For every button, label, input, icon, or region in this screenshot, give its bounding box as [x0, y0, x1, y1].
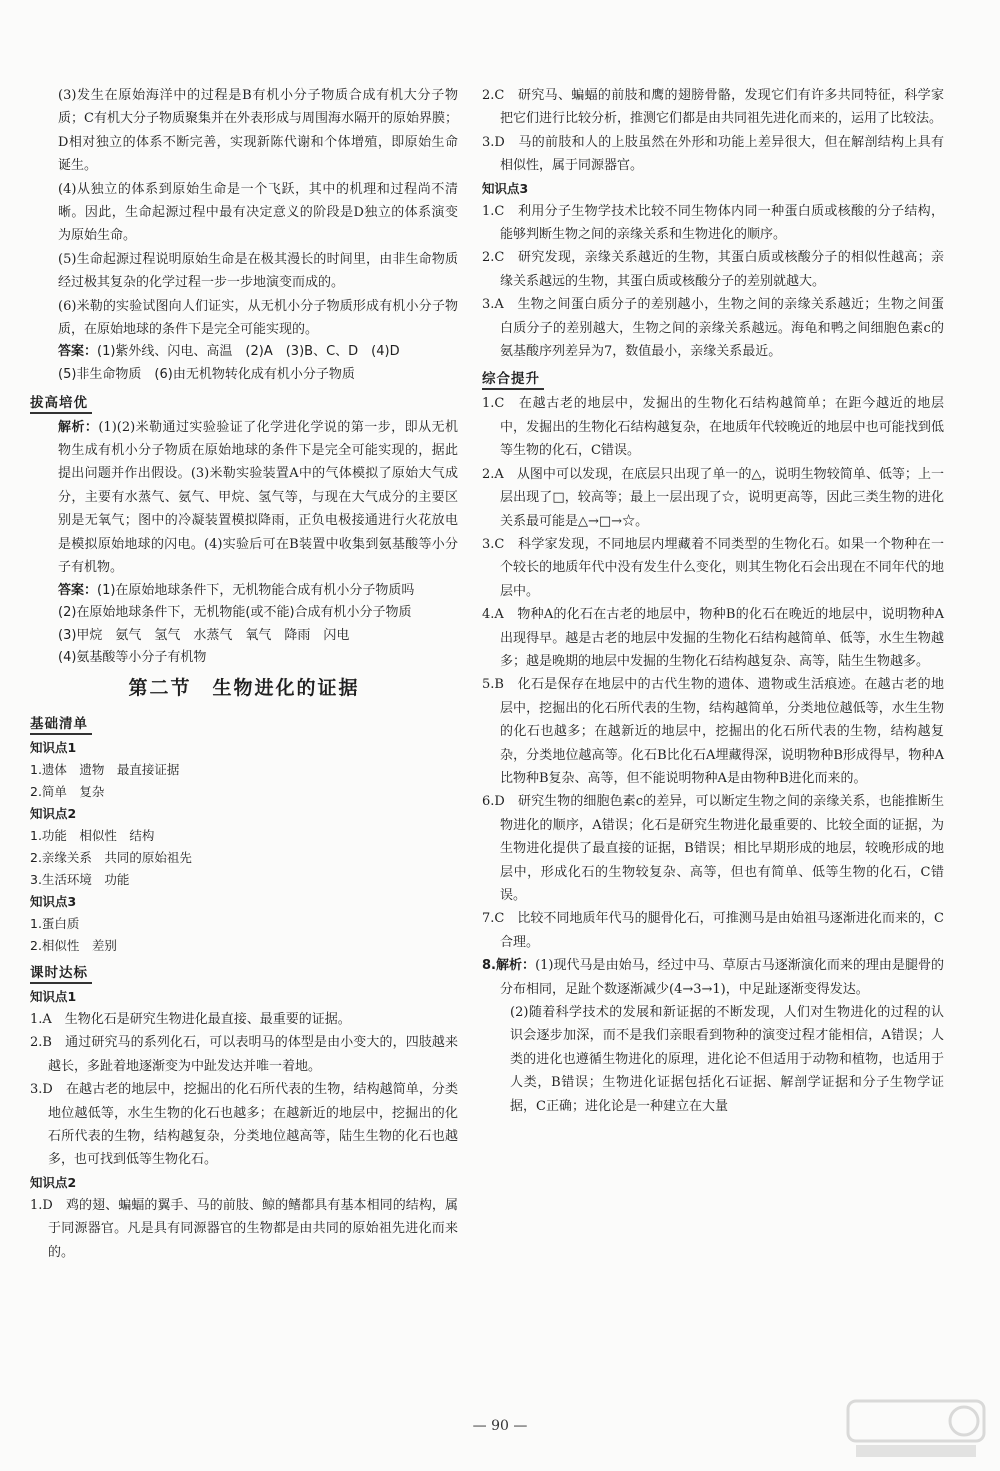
section-title-keshi: 课时达标 [30, 961, 92, 984]
practice-item: 3.C 科学家发现，不同地层内埋藏着不同类型的生物化石。如果一个物种在一个较长的地质年代中没有发生什么变化，则其生物化石会出现在不同年代的地层中。 [482, 536, 944, 599]
practice-item: 2.C 研究发现，亲缘关系越近的生物，其蛋白质或核酸分子的相似性越高；亲缘关系越远的生物，其蛋白质或核酸分子的差别就越大。 [482, 250, 944, 289]
answer-text: (5)非生命物质 (6)由无机物转化成有机小分子物质 [58, 367, 355, 383]
paragraph: (3)发生在原始海洋中的过程是B有机小分子物质合成有机大分子物质；C有机大分子物质聚集并在外表形成与周围海水隔开的原始界膜；D相对独立的体系不断完善，实现新陈代谢和个体增殖，即原始生命诞生。 [58, 88, 458, 174]
answer-text: (4)氨基酸等小分子有机物 [58, 650, 207, 666]
practice-item: 4.A 物种A的化石在古老的地层中，物种B的化石在晚近的地层中，说明物种A出现得早。越是古老的地层中发掘的生物化石结构越简单、低等，水生生物越多；越是晚期的地层中发掘的生物化石结构越复杂、高等，陆生生物越多。 [482, 607, 944, 669]
practice-item: 3.D 在越古老的地层中，挖掘出的化石所代表的生物，结构越简单，分类地位越低等，水生生物的化石也越多；在越新近的地层中，挖掘出的化石所代表的生物，结构越复杂，分类地位越高等，陆生生物的化石也越多，也可找到低等生物化石。 [30, 1082, 458, 1168]
answer-block-2 [30, 580, 458, 670]
left-paragraphs [30, 84, 458, 341]
right-column [482, 84, 944, 1118]
paragraph: (6)米勒的实验试图向人们证实，从无机小分子物质形成有机小分子物质，在原始地球的条件下是完全可能实现的。 [58, 298, 458, 338]
answer-text: (1)紫外线、闪电、高温 (2)A (3)B、C、D (4)D [97, 344, 400, 360]
practice-item: 2.B 通过研究马的系列化石，可以表明马的体型是由小变大的，四肢越来越长，多趾着地逐渐变为中趾发达并唯一着地。 [30, 1035, 458, 1074]
practice-items-kp2 [30, 1194, 458, 1264]
knowledge-item: 2.相似性 差别 [30, 937, 117, 953]
answer-label: 答案： [58, 582, 98, 598]
answer-text: (3)甲烷 氨气 氢气 水蒸气 氧气 降雨 闪电 [58, 627, 350, 643]
analysis-label: 解析： [58, 419, 99, 435]
practice-item: 7.C 比较不同地质年代马的腿骨化石，可推测马是由始祖马逐渐进化而来的，C合理。 [482, 911, 944, 950]
knowledge-item: 2.简单 复杂 [30, 783, 105, 799]
knowledge-point-title: 知识点3 [30, 893, 77, 909]
chapter-title: 第二节 生物进化的证据 [128, 676, 360, 699]
practice-item-8 [482, 954, 944, 1001]
practice-item: 1.C 利用分子生物学技术比较不同生物体内同一种蛋白质或核酸的分子结构，能够判断生物之间的亲缘关系和生物进化的顺序。 [482, 203, 944, 243]
section-title-bagao: 拔高培优 [30, 391, 92, 414]
paragraph: (5)生命起源过程说明原始生命是在极其漫长的时间里，由非生命物质经过极其复杂的化学过程一步一步地演变而成的。 [58, 251, 458, 291]
paragraph: (2)随着科学技术的发展和新证据的不断发现，人们对生物进化的过程的认识会逐步加深，而不是我们亲眼看到物种的演变过程才能相信，A错误；人类的进化也遵循生物进化的原理，进化论不但适用于动物和植物，也适用于人类，B错误；生物进化证据包括化石证据、解剖学证据和分子生物学证据，C正确；进化论是一种建立在大量 [510, 1005, 944, 1114]
knowledge-point-title: 知识点1 [30, 739, 77, 755]
knowledge-item: 1.遗体 遗物 最直接证据 [30, 761, 180, 777]
left-column [30, 84, 458, 1264]
practice-item: 3.A 生物之间蛋白质分子的差别越小，生物之间的亲缘关系越近；生物之间蛋白质分子的差别越大，生物之间的亲缘关系越远。海龟和鸭之间细胞色素c的氨基酸序列差异为7，数值最小，亲缘关系最近。 [482, 297, 944, 360]
analysis-text: (1)(2)米勒通过实验验证了化学进化学说的第一步，即从无机物生成有机小分子物质在原始地球的条件下是完全可能实现的，据此提出问题并作出假设。(3)米勒实验装置A中的气体模拟了原始大气成分，主要有水蒸气、氨气、甲烷、氢气等，与现在大气成分的主要区别是无氧气；图中的冷凝装置模拟降雨，正负电极接通进行火花放电是模拟原始地球的闪电。(4)实验后可在B装置中收集到氨基酸等小分子有机物。 [58, 419, 458, 576]
knowledge-point-title: 知识点3 [482, 180, 529, 196]
answer-label: 答案： [58, 344, 98, 360]
knowledge-item: 1.功能 相似性 结构 [30, 827, 155, 843]
practice-items-top [482, 84, 944, 178]
knowledge-point-title: 知识点1 [30, 988, 77, 1004]
analysis-text: (1)现代马是由始马，经过中马、草原古马逐渐演化而来的理由是腿骨的分布相同，足趾个数逐渐减少(4→3→1)，中足趾逐渐变得发达。 [500, 958, 945, 997]
knowledge-list [30, 737, 458, 957]
practice-items-kp3 [482, 200, 944, 364]
practice-item: 1.A 生物化石是研究生物进化最直接、最重要的证据。 [30, 1011, 351, 1027]
comprehensive-items [482, 392, 944, 1118]
practice-item: 3.D 马的前肢和人的上肢虽然在外形和功能上差异很大，但在解剖结构上具有相似性，属于同源器官。 [482, 134, 944, 174]
knowledge-point-title: 知识点2 [30, 805, 77, 821]
analysis-label: 8.解析： [482, 958, 536, 974]
answer-block-1 [30, 341, 458, 386]
practice-item: 5.B 化石是保存在地层中的古代生物的遗体、遗物或生活痕迹。在越古老的地层中，挖掘出的化石所代表的生物，结构越简单，分类地位越低等，水生生物的化石也越多；在越新近的地层中，挖掘出的化石所代表的生物，结构越复杂，分类地位越高等。化石B比化石A埋藏得深，说明物种B形成得早，物种A比物种B复杂、高等，但不能说明物种A是由物种B进化而来的。 [482, 677, 944, 786]
paragraph: (4)从独立的体系到原始生命是一个飞跃，其中的机理和过程尚不清晰。因此，生命起源过程中最有决定意义的阶段是D独立的体系演变为原始生命。 [58, 181, 458, 244]
knowledge-item: 1.蛋白质 [30, 915, 80, 931]
practice-item: 1.D 鸡的翅、蝙蝠的翼手、马的前肢、鲸的鳍都具有基本相同的结构，属于同源器官。凡是具有同源器官的生物都是由共同的原始祖先进化而来的。 [30, 1197, 458, 1260]
practice-item: 2.C 研究马、蝙蝠的前肢和鹰的翅膀骨骼，发现它们有许多共同特征，科学家把它们进行比较分析，推测它们都是由共同祖先进化而来的，运用了比较法。 [482, 88, 944, 127]
section-title-jichu: 基础清单 [30, 712, 92, 735]
page-number: — 90 — [472, 1418, 528, 1434]
practice-item: 6.D 研究生物的细胞色素c的差异，可以断定生物之间的亲缘关系，也能推断生物进化的顺序，A错误；化石是研究生物进化最重要的、比较全面的证据，为生物进化提供了最直接的证据，B错误；相比早期形成的地层，较晚形成的地层中，形成化石的生物较复杂、高等，但也有简单、低等生物的化石，C错误。 [482, 794, 944, 903]
watermark-logo-icon [846, 1397, 986, 1461]
section-title-zonghe: 综合提升 [482, 367, 544, 390]
knowledge-item: 2.亲缘关系 共同的原始祖先 [30, 849, 192, 865]
knowledge-item: 3.生活环境 功能 [30, 871, 130, 887]
practice-item: 2.A 从图中可以发现，在底层只出现了单一的△，说明生物较简单、低等；上一层出现了□，较高等；最上一层出现了☆，说明更高等，因此三类生物的进化关系最可能是△→□→☆。 [482, 466, 944, 529]
knowledge-point-title: 知识点2 [30, 1174, 77, 1190]
answer-text: (1)在原始地球条件下，无机物能合成有机小分子物质吗 [97, 582, 415, 598]
practice-item: 1.C 在越古老的地层中，发掘出的生物化石结构越简单；在距今越近的地层中，发掘出的生物化石结构越复杂，在地质年代较晚近的地层中也可能找到低等生物的化石，C错误。 [482, 396, 944, 459]
analysis-block [30, 416, 458, 580]
practice-items-kp1 [30, 1008, 458, 1172]
answer-text: (2)在原始地球条件下，无机物能(或不能)合成有机小分子物质 [58, 605, 412, 621]
